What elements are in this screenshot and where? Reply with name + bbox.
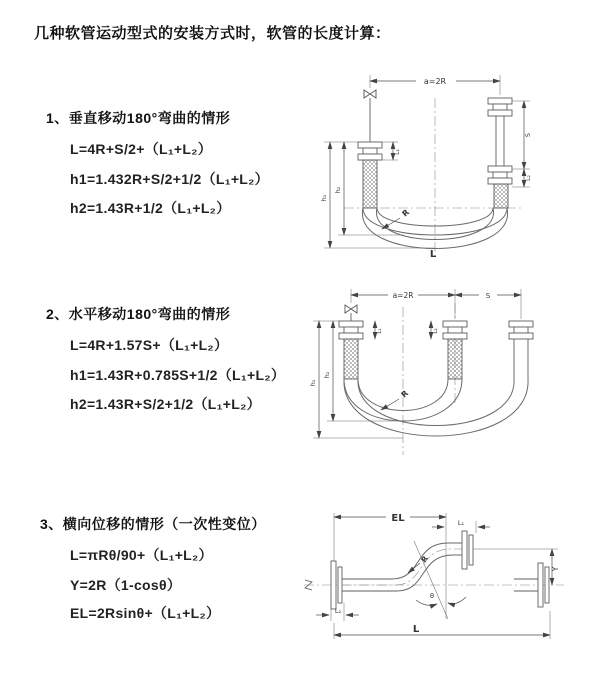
section-2-formula-2: h1=1.43R+0.785S+1/2（L₁+L₂） (70, 367, 286, 383)
dim-label-l2: L₂ (525, 175, 532, 181)
dim-label-l1: L₁ (457, 519, 465, 527)
left-pipe-flange (339, 321, 363, 339)
dim-label-h1: h₁ (320, 194, 328, 202)
diagram-vertical-180-bend (308, 68, 548, 260)
braided-hose-section (363, 160, 377, 208)
section-2-formula-3: h2=1.43R+S/2+1/2（L₁+L₂） (70, 396, 261, 412)
section-2-heading: 2、水平移动180°弯曲的情形 (46, 306, 231, 322)
dim-label-angle: θ (430, 592, 434, 600)
dim-label-y: Y (551, 566, 560, 572)
diagram-horizontal-180-bend (303, 283, 553, 461)
braided-hose-section (448, 339, 462, 379)
dim-label-radius: R (400, 207, 412, 219)
dim-label-l1: L₁ (377, 328, 383, 334)
section-3-formula-2: Y=2R（1-cosθ） (70, 577, 182, 593)
section-1-formula-3: h2=1.43R+1/2（L₁+L₂） (70, 200, 231, 216)
hose-u-loops (344, 379, 528, 436)
section-3-formula-3: EL=2Rsinθ+（L₁+L₂） (70, 605, 221, 621)
radius-leader (382, 218, 400, 229)
left-pipe-flange (358, 142, 382, 160)
braided-hose-section (344, 339, 358, 379)
right-pipe-lower-flange (488, 166, 512, 184)
diagram-lateral-displacement (298, 503, 570, 651)
dim-label-radius: R (419, 554, 430, 565)
section-2-formula-1: L=4R+1.57S+（L₁+L₂） (70, 337, 229, 353)
section-3-heading: 3、横向位移的情形（一次性变位） (40, 516, 266, 532)
dim-label-s: S (524, 132, 532, 138)
middle-pipe-flange (443, 321, 467, 339)
dim-label-h1: h₁ (309, 379, 317, 387)
dim-label-span: a=2R (392, 291, 414, 300)
valve-icon (364, 90, 376, 142)
dim-label-l: L (412, 624, 420, 635)
section-1-formula-1: L=4R+S/2+（L₁+L₂） (70, 141, 213, 157)
dim-label-el: EL (391, 513, 405, 524)
displaced-flange (462, 531, 473, 569)
dim-label-l2: L₂ (433, 328, 439, 334)
right-pipe-flange (509, 321, 533, 339)
right-pipe-upper-flange (488, 98, 512, 116)
section-3-formula-1: L=πRθ/90+（L₁+L₂） (70, 547, 213, 563)
dim-label-h2: h₂ (323, 371, 331, 379)
radius-leader (381, 399, 399, 410)
angle-construction (414, 541, 466, 619)
dim-label-length: L (429, 249, 437, 260)
dim-label-span: a=2R (423, 77, 447, 86)
section-1-heading: 1、垂直移动180°弯曲的情形 (46, 110, 231, 126)
dim-label-l2: L₂ (334, 607, 342, 615)
valve-icon (345, 305, 357, 321)
section-1-formula-2: h1=1.432R+S/2+1/2（L₁+L₂） (70, 171, 269, 187)
page-title: 几种软管运动型式的安装方式时，软管的长度计算： (34, 25, 391, 42)
braided-hose-section (494, 184, 508, 208)
hose-s-curve (342, 543, 462, 591)
dim-label-s: S (485, 292, 491, 300)
dim-label-h2: h₂ (334, 186, 342, 194)
dim-label-l1: L₁ (394, 149, 401, 155)
dim-label-radius: R (399, 388, 411, 400)
